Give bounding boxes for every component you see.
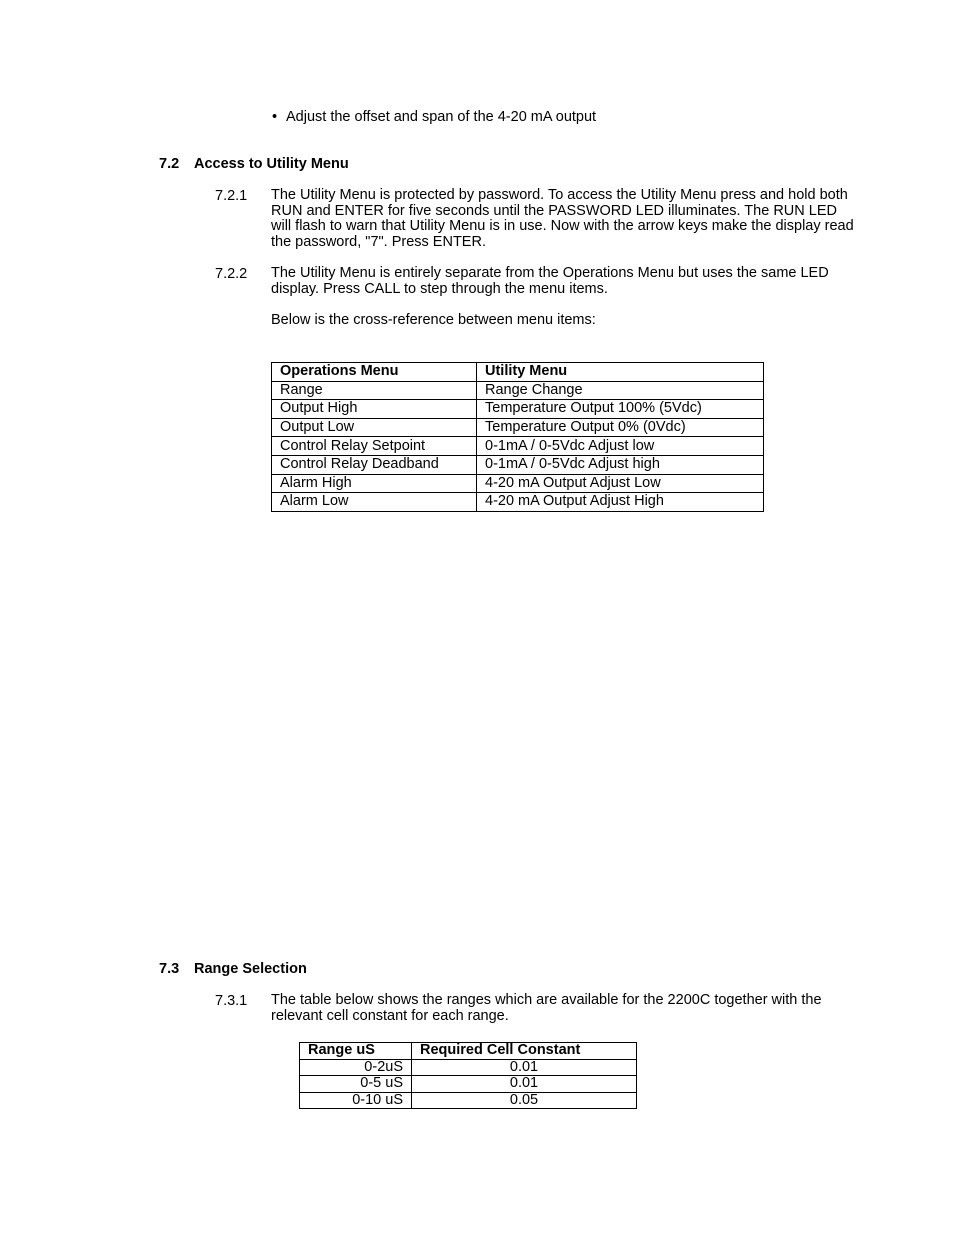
para-7-2-2-text: The Utility Menu is entirely separate from the Operations Menu but uses the same LED display. Press CALL to step through the menu items. [271, 265, 829, 297]
table-row [272, 493, 764, 512]
para-7-3-1-number: 7.3.1 [215, 993, 248, 1009]
para-7-2-2-number: 7.2.2 [215, 266, 248, 282]
section-title: Access to Utility Menu [194, 156, 349, 172]
range-table [299, 1042, 637, 1109]
table-cell: 0-1mA / 0-5Vdc Adjust high [477, 455, 764, 474]
table-cell: Output High [272, 400, 477, 419]
table-cell: 4-20 mA Output Adjust High [477, 493, 764, 512]
table-row [300, 1059, 637, 1076]
table-row [272, 437, 764, 456]
table-cell: 0-1mA / 0-5Vdc Adjust low [477, 437, 764, 456]
cross-reference-intro: Below is the cross-reference between menu items: [271, 312, 596, 328]
table-row [272, 381, 764, 400]
table-cell: 0.01 [412, 1076, 637, 1093]
para-7-2-1-text: The Utility Menu is protected by password. To access the Utility Menu press and hold both RUN and ENTER for five seconds until the PASSWORD LED illuminates. The RUN LED will flash to warn that Utility Menu is in use. Now with the arrow keys make the display read the password, "7". Press ENTER. [271, 187, 854, 250]
cross-reference-table [271, 362, 764, 512]
table-row [272, 474, 764, 493]
table-row [300, 1092, 637, 1109]
table-cell: Temperature Output 100% (5Vdc) [477, 400, 764, 419]
table-cell: 0-5 uS [300, 1076, 412, 1093]
table-cell: Output Low [272, 418, 477, 437]
section-7-3-heading [159, 961, 307, 977]
table-cell: Range Change [477, 381, 764, 400]
section-7-2-heading [159, 156, 349, 172]
table-row [300, 1076, 637, 1093]
table-header-row [272, 363, 764, 382]
bullet-symbol: • [272, 109, 278, 125]
table-cell: 0.01 [412, 1059, 637, 1076]
table-cell: Temperature Output 0% (0Vdc) [477, 418, 764, 437]
section-number: 7.3 [159, 961, 180, 977]
bullet-text: Adjust the offset and span of the 4-20 mA output [286, 109, 597, 125]
table-cell: Alarm High [272, 474, 477, 493]
para-7-2-1-number: 7.2.1 [215, 188, 248, 204]
table-cell: Range [272, 381, 477, 400]
table-cell: 0-10 uS [300, 1092, 412, 1109]
table-cell: Alarm Low [272, 493, 477, 512]
table-header-row [300, 1043, 637, 1060]
table-cell: 4-20 mA Output Adjust Low [477, 474, 764, 493]
table-cell: Control Relay Setpoint [272, 437, 477, 456]
table-cell: 0.05 [412, 1092, 637, 1109]
section-title: Range Selection [194, 961, 307, 977]
bullet-item [272, 109, 596, 125]
table-cell: Control Relay Deadband [272, 455, 477, 474]
table-row [272, 400, 764, 419]
section-number: 7.2 [159, 156, 180, 172]
table-row [272, 455, 764, 474]
table-row [272, 418, 764, 437]
para-7-3-1-text: The table below shows the ranges which are available for the 2200C together with the relevant cell constant for each range. [271, 992, 822, 1024]
header-cell-constant: Required Cell Constant [412, 1043, 637, 1060]
header-range: Range uS [300, 1043, 412, 1060]
header-operations-menu: Operations Menu [272, 363, 477, 382]
header-utility-menu: Utility Menu [477, 363, 764, 382]
table-cell: 0-2uS [300, 1059, 412, 1076]
